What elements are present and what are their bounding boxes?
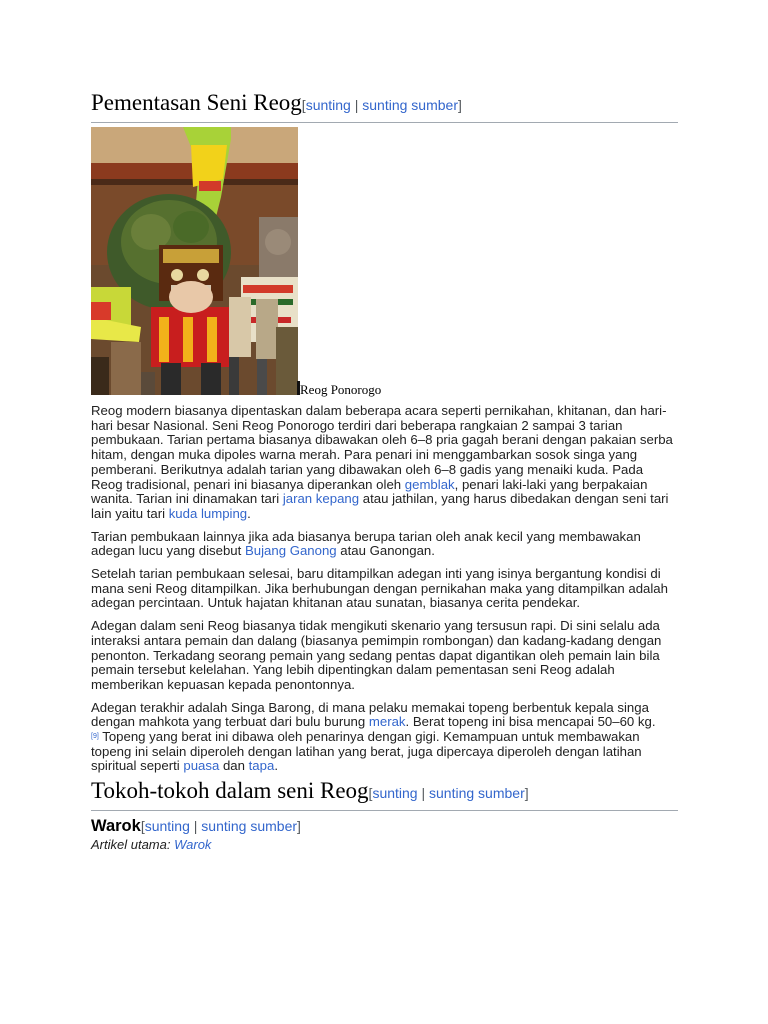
text: Adegan terakhir adalah Singa Barong, di mana pelaku memakai topeng berbentuk kepala singa dengan mahkota yang terbuat dari bulu burung: [91, 699, 649, 730]
paragraph-2: [91, 530, 678, 559]
edit-link[interactable]: sunting: [372, 785, 418, 802]
paragraph-4: Adegan dalam seni Reog biasanya tidak mengikuti skenario yang tersusun rapi. Di sini selalu ada interaksi antara pemain dan dalang (biasanya pemimpin rombongan) dan kadang-kadang dengan penonton. Terkadang seorang pemain yang sedang pentas dapat digantikan oleh pemain lain bila pemain tersebut kelelahan. Yang lebih dipentingkan dalam pementasan seni Reog adalah memberikan kepuasan kepada penontonnya.: [91, 618, 662, 692]
paragraph-3: Setelah tarian pembukaan selesai, baru ditampilkan adegan inti yang isinya bergantung kondisi di mana seni Reog ditampilkan. Jika berhubungan dengan pernikahan maka yang ditampilkan adalah adegan percintaan. Untuk hajatan khitanan atau sunatan, biasanya cerita pendekar.: [91, 566, 668, 611]
text: . Berat topeng ini bisa mencapai 50–60 kg.: [405, 714, 656, 730]
paragraph-5: [91, 701, 678, 775]
edit-section-links: [sunting | sunting sumber]: [140, 818, 301, 835]
section-title: Pementasan Seni Reog: [91, 90, 302, 115]
section-title: Tokoh-tokoh dalam seni Reog: [91, 778, 369, 804]
section-heading-tokoh: [91, 776, 678, 811]
link-kuda-lumping[interactable]: kuda lumping: [168, 505, 248, 521]
link-bujang-ganong[interactable]: Bujang Ganong: [244, 543, 337, 559]
edit-source-link[interactable]: sunting sumber: [429, 785, 525, 802]
text: dan: [219, 758, 249, 774]
hatnote-label: Artikel utama:: [91, 837, 175, 853]
text: Topeng yang berat ini dibawa oleh penarinya dengan gigi. Kemampuan untuk membawakan topeng ini selain diperoleh dengan latihan yang berat, juga dipercaya diperoleh dengan latihan spiritual seperti: [91, 729, 642, 774]
subsection-title: Warok: [91, 817, 141, 836]
figure-reog: [91, 127, 678, 404]
reog-photo[interactable]: [91, 127, 298, 395]
edit-section-links: [sunting | sunting sumber]: [368, 785, 529, 802]
reog-image: [91, 127, 298, 395]
text: Reog modern biasanya dipentaskan dalam beberapa acara seperti pernikahan, khitanan, dan hari-hari besar Nasional. Seni Reog Ponorogo terdiri dari beberapa rangkaian 2 sampai 3 tarian pembukaan. Tarian pertama biasanya dibawakan oleh 6–8 pria gagah berani dengan pakaian serba hitam, dengan muka dipoles warna merah. Para penari ini menggambarkan sosok singa yang pemberani. Berikutnya adalah tarian yang dibawakan oleh 6–8 gadis yang menaiki kuda. Pada Reog tradisional, penari ini biasanya diperankan oleh: [91, 403, 673, 492]
link-tapa[interactable]: tapa: [248, 758, 275, 774]
text: .: [274, 758, 278, 774]
link-warok[interactable]: Warok: [174, 837, 212, 853]
text: atau jathilan, yang harus dibedakan dengan seni tari lain yaitu tari: [91, 491, 669, 521]
link-jaran-kepang[interactable]: jaran kepang: [282, 491, 360, 507]
edit-section-links: [sunting | sunting sumber]: [301, 97, 462, 113]
edit-link[interactable]: sunting: [305, 97, 351, 113]
text: atau Ganongan.: [336, 543, 435, 559]
article-content: [91, 88, 678, 852]
link-puasa[interactable]: puasa: [183, 758, 220, 774]
text: .: [247, 505, 251, 521]
subsection-heading-warok: [91, 815, 678, 837]
figure-caption: Reog Ponorogo: [300, 382, 382, 397]
text: , penari laki-laki yang berpakaian wanita. Tarian ini dinamakan tari: [91, 476, 648, 507]
section-heading-pementasan: [91, 88, 678, 123]
link-merak[interactable]: merak: [368, 714, 406, 730]
reference-9[interactable]: [9]: [91, 733, 99, 741]
edit-link[interactable]: sunting: [144, 818, 190, 835]
edit-source-link[interactable]: sunting sumber: [362, 97, 458, 113]
link-gemblak[interactable]: gemblak: [404, 476, 455, 492]
edit-source-link[interactable]: sunting sumber: [201, 818, 298, 835]
hatnote-main-article: [91, 837, 678, 852]
paragraph-1: [91, 404, 678, 522]
text: Tarian pembukaan lainnya jika ada biasanya berupa tarian oleh anak kecil yang membawakan adegan lucu yang disebut: [91, 528, 641, 559]
